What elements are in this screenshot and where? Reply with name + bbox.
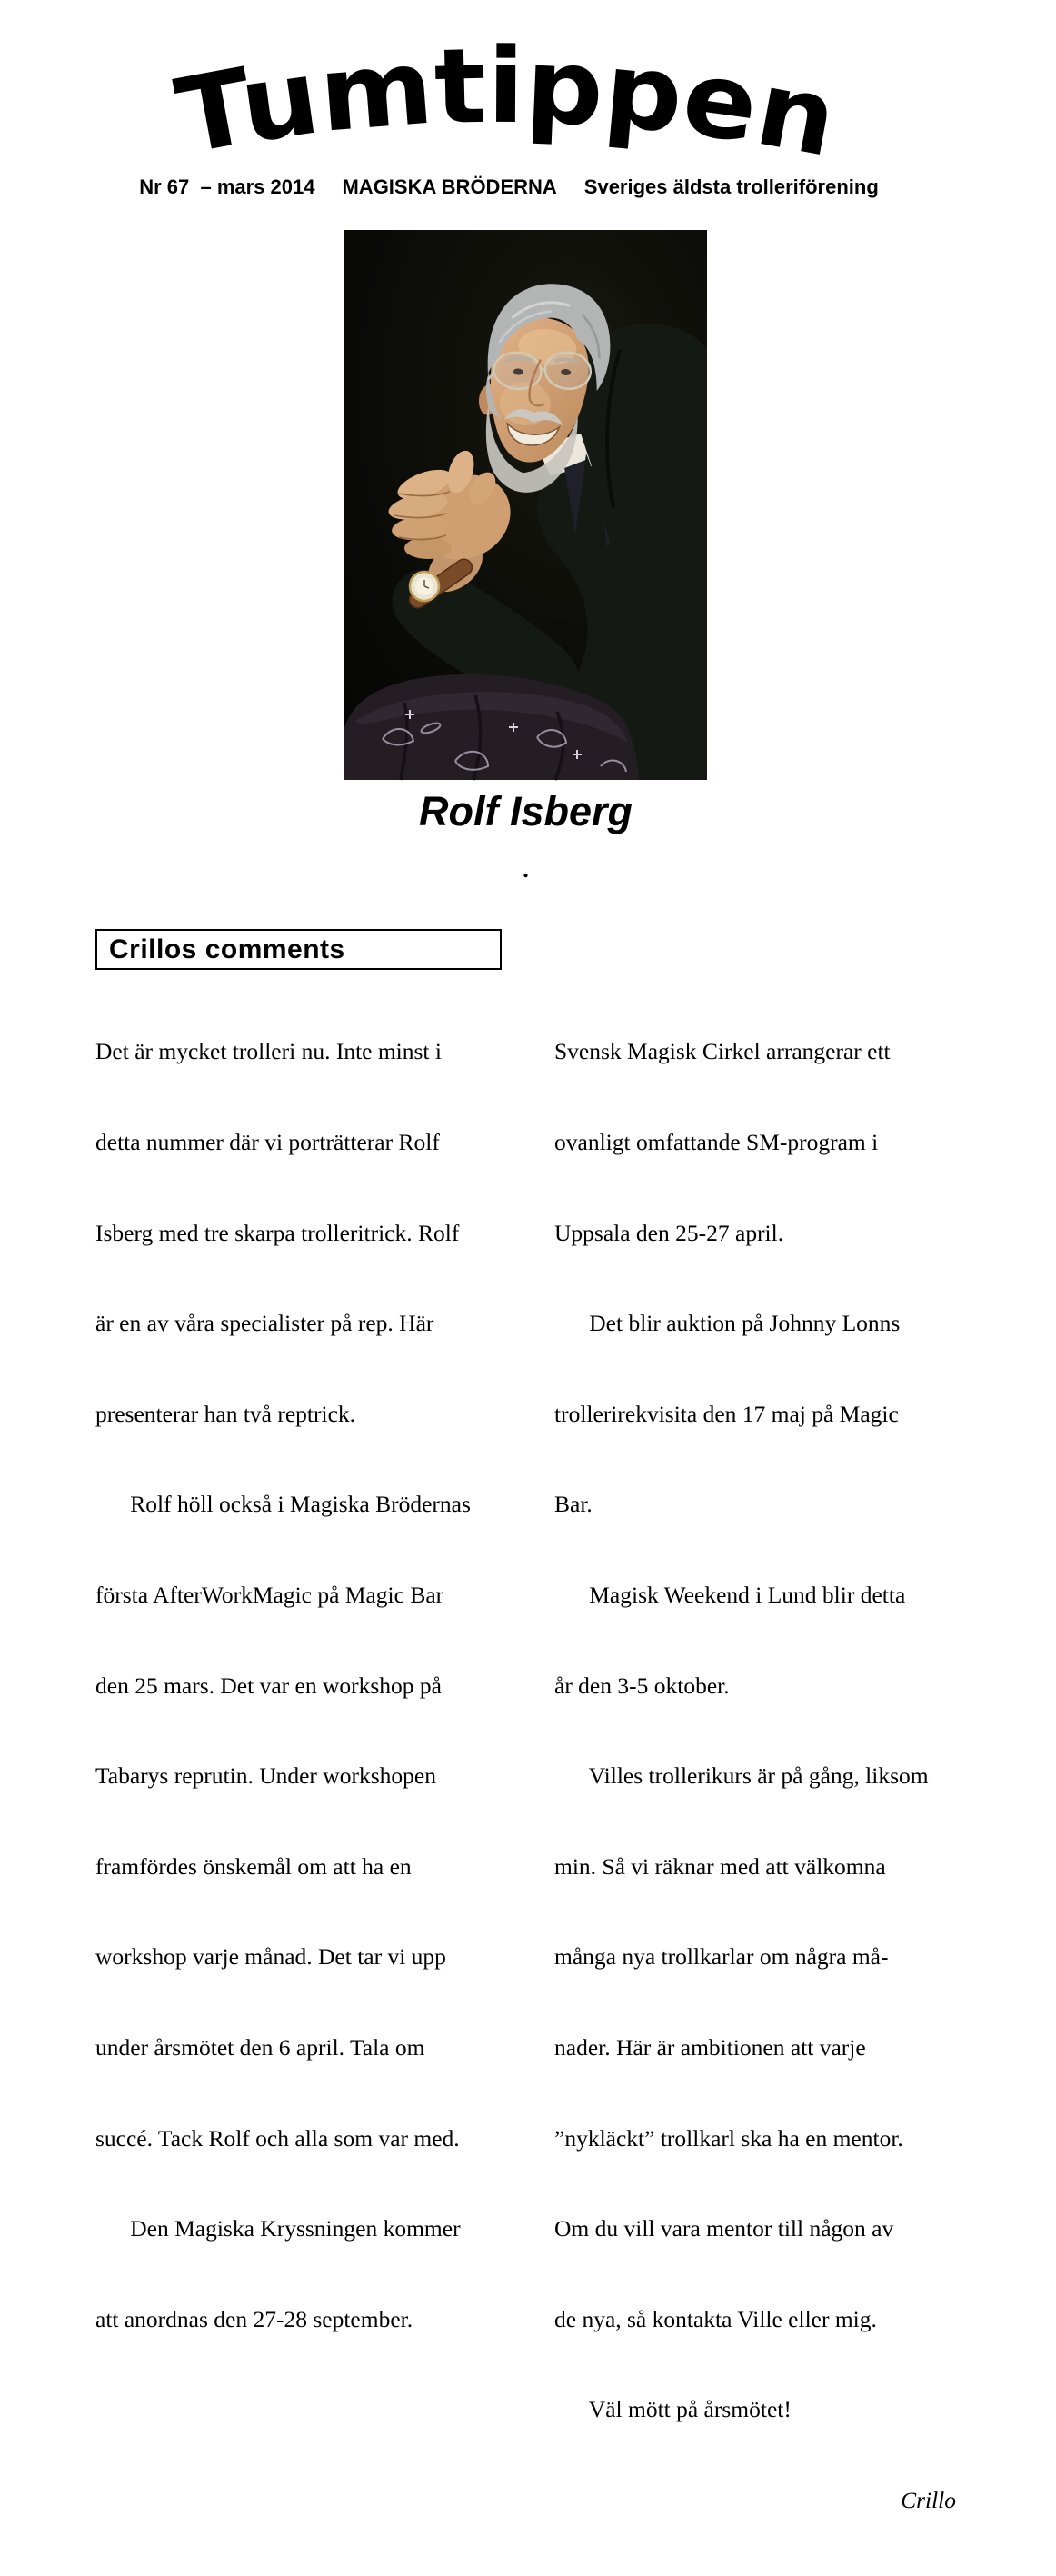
text-line: Det blir auktion på Johnny Lonns xyxy=(554,1310,901,1337)
text-line: Magisk Weekend i Lund blir detta xyxy=(554,1581,906,1608)
text-line: ovanligt omfattande SM-program i xyxy=(554,1129,879,1155)
text-line: Det är mycket trolleri nu. Inte minst i xyxy=(95,1038,442,1065)
text-line: succé. Tack Rolf och alla som var med. xyxy=(95,2124,460,2152)
column-right xyxy=(554,976,965,2576)
section-heading: Crillos comments xyxy=(109,934,345,964)
text-line: Isberg med tre skarpa trolleritrick. Rolf xyxy=(95,1219,460,1246)
issue-edition: Nr 67 – mars 2014 xyxy=(139,175,315,198)
organization-tagline: Sveriges äldsta trolleriförening xyxy=(583,175,879,198)
text-line: den 25 mars. Det var en workshop på xyxy=(95,1672,442,1699)
text-line: första AfterWorkMagic på Magic Bar xyxy=(95,1581,444,1608)
text-line: Uppsala den 25-27 april. xyxy=(554,1219,784,1246)
text-line: Villes trollerikurs är på gång, liksom xyxy=(554,1762,929,1790)
text-line: workshop varje månad. Det tar vi upp xyxy=(95,1943,446,1971)
text-line: Om du vill vara mentor till någon av xyxy=(554,2215,894,2242)
text-line: framfördes önskemål om att ha en xyxy=(95,1852,412,1880)
svg-text:Tumtippen xyxy=(168,25,846,180)
text-line: Den Magiska Kryssningen kommer xyxy=(95,2215,461,2242)
section-heading-box xyxy=(95,929,502,970)
organization-name: MAGISKA BRÖDERNA xyxy=(342,175,557,198)
text-line: nader. Här är ambitionen att varje xyxy=(554,2033,866,2061)
signature: Crillo xyxy=(901,2486,956,2513)
masthead-arched-text xyxy=(167,25,854,195)
issue-line xyxy=(0,175,1018,200)
text-line: presenterar han två reptrick. xyxy=(95,1400,356,1427)
column-left xyxy=(95,976,506,2394)
text-line: är en av våra specialister på rep. Här xyxy=(95,1310,434,1337)
newsletter-title: Tumtippen xyxy=(167,25,842,180)
portrait-photo-canvas xyxy=(344,230,707,780)
text-line: Tabarys reprutin. Under workshopen xyxy=(95,1762,436,1790)
text-line: trollerirekvisita den 17 maj på Magic xyxy=(554,1400,899,1427)
text-line: Svensk Magisk Cirkel arrangerar ett xyxy=(554,1038,891,1065)
text-line: Bar. xyxy=(554,1491,593,1518)
text-line: de nya, så kontakta Ville eller mig. xyxy=(554,2305,877,2332)
masthead xyxy=(167,25,854,195)
text-line: att anordnas den 27-28 september. xyxy=(95,2305,413,2332)
text-line: Rolf höll också i Magiska Brödernas xyxy=(95,1491,471,1518)
text-line: min. Så vi räknar med att välkomna xyxy=(554,1852,886,1880)
text-line: ”nykläckt” trollkarl ska ha en mentor. xyxy=(554,2124,903,2152)
text-line: många nya trollkarlar om några må- xyxy=(554,1943,889,1971)
text-line: Väl mött på årsmötet! xyxy=(554,2396,792,2423)
text-line: år den 3-5 oktober. xyxy=(554,1672,730,1699)
text-line: detta nummer där vi porträtterar Rolf xyxy=(95,1129,440,1155)
photo-caption: Rolf Isberg xyxy=(418,788,633,834)
text-line: under årsmötet den 6 april. Tala om xyxy=(95,2033,425,2061)
portrait-photo xyxy=(344,230,707,780)
separator-dot: . xyxy=(523,856,529,883)
